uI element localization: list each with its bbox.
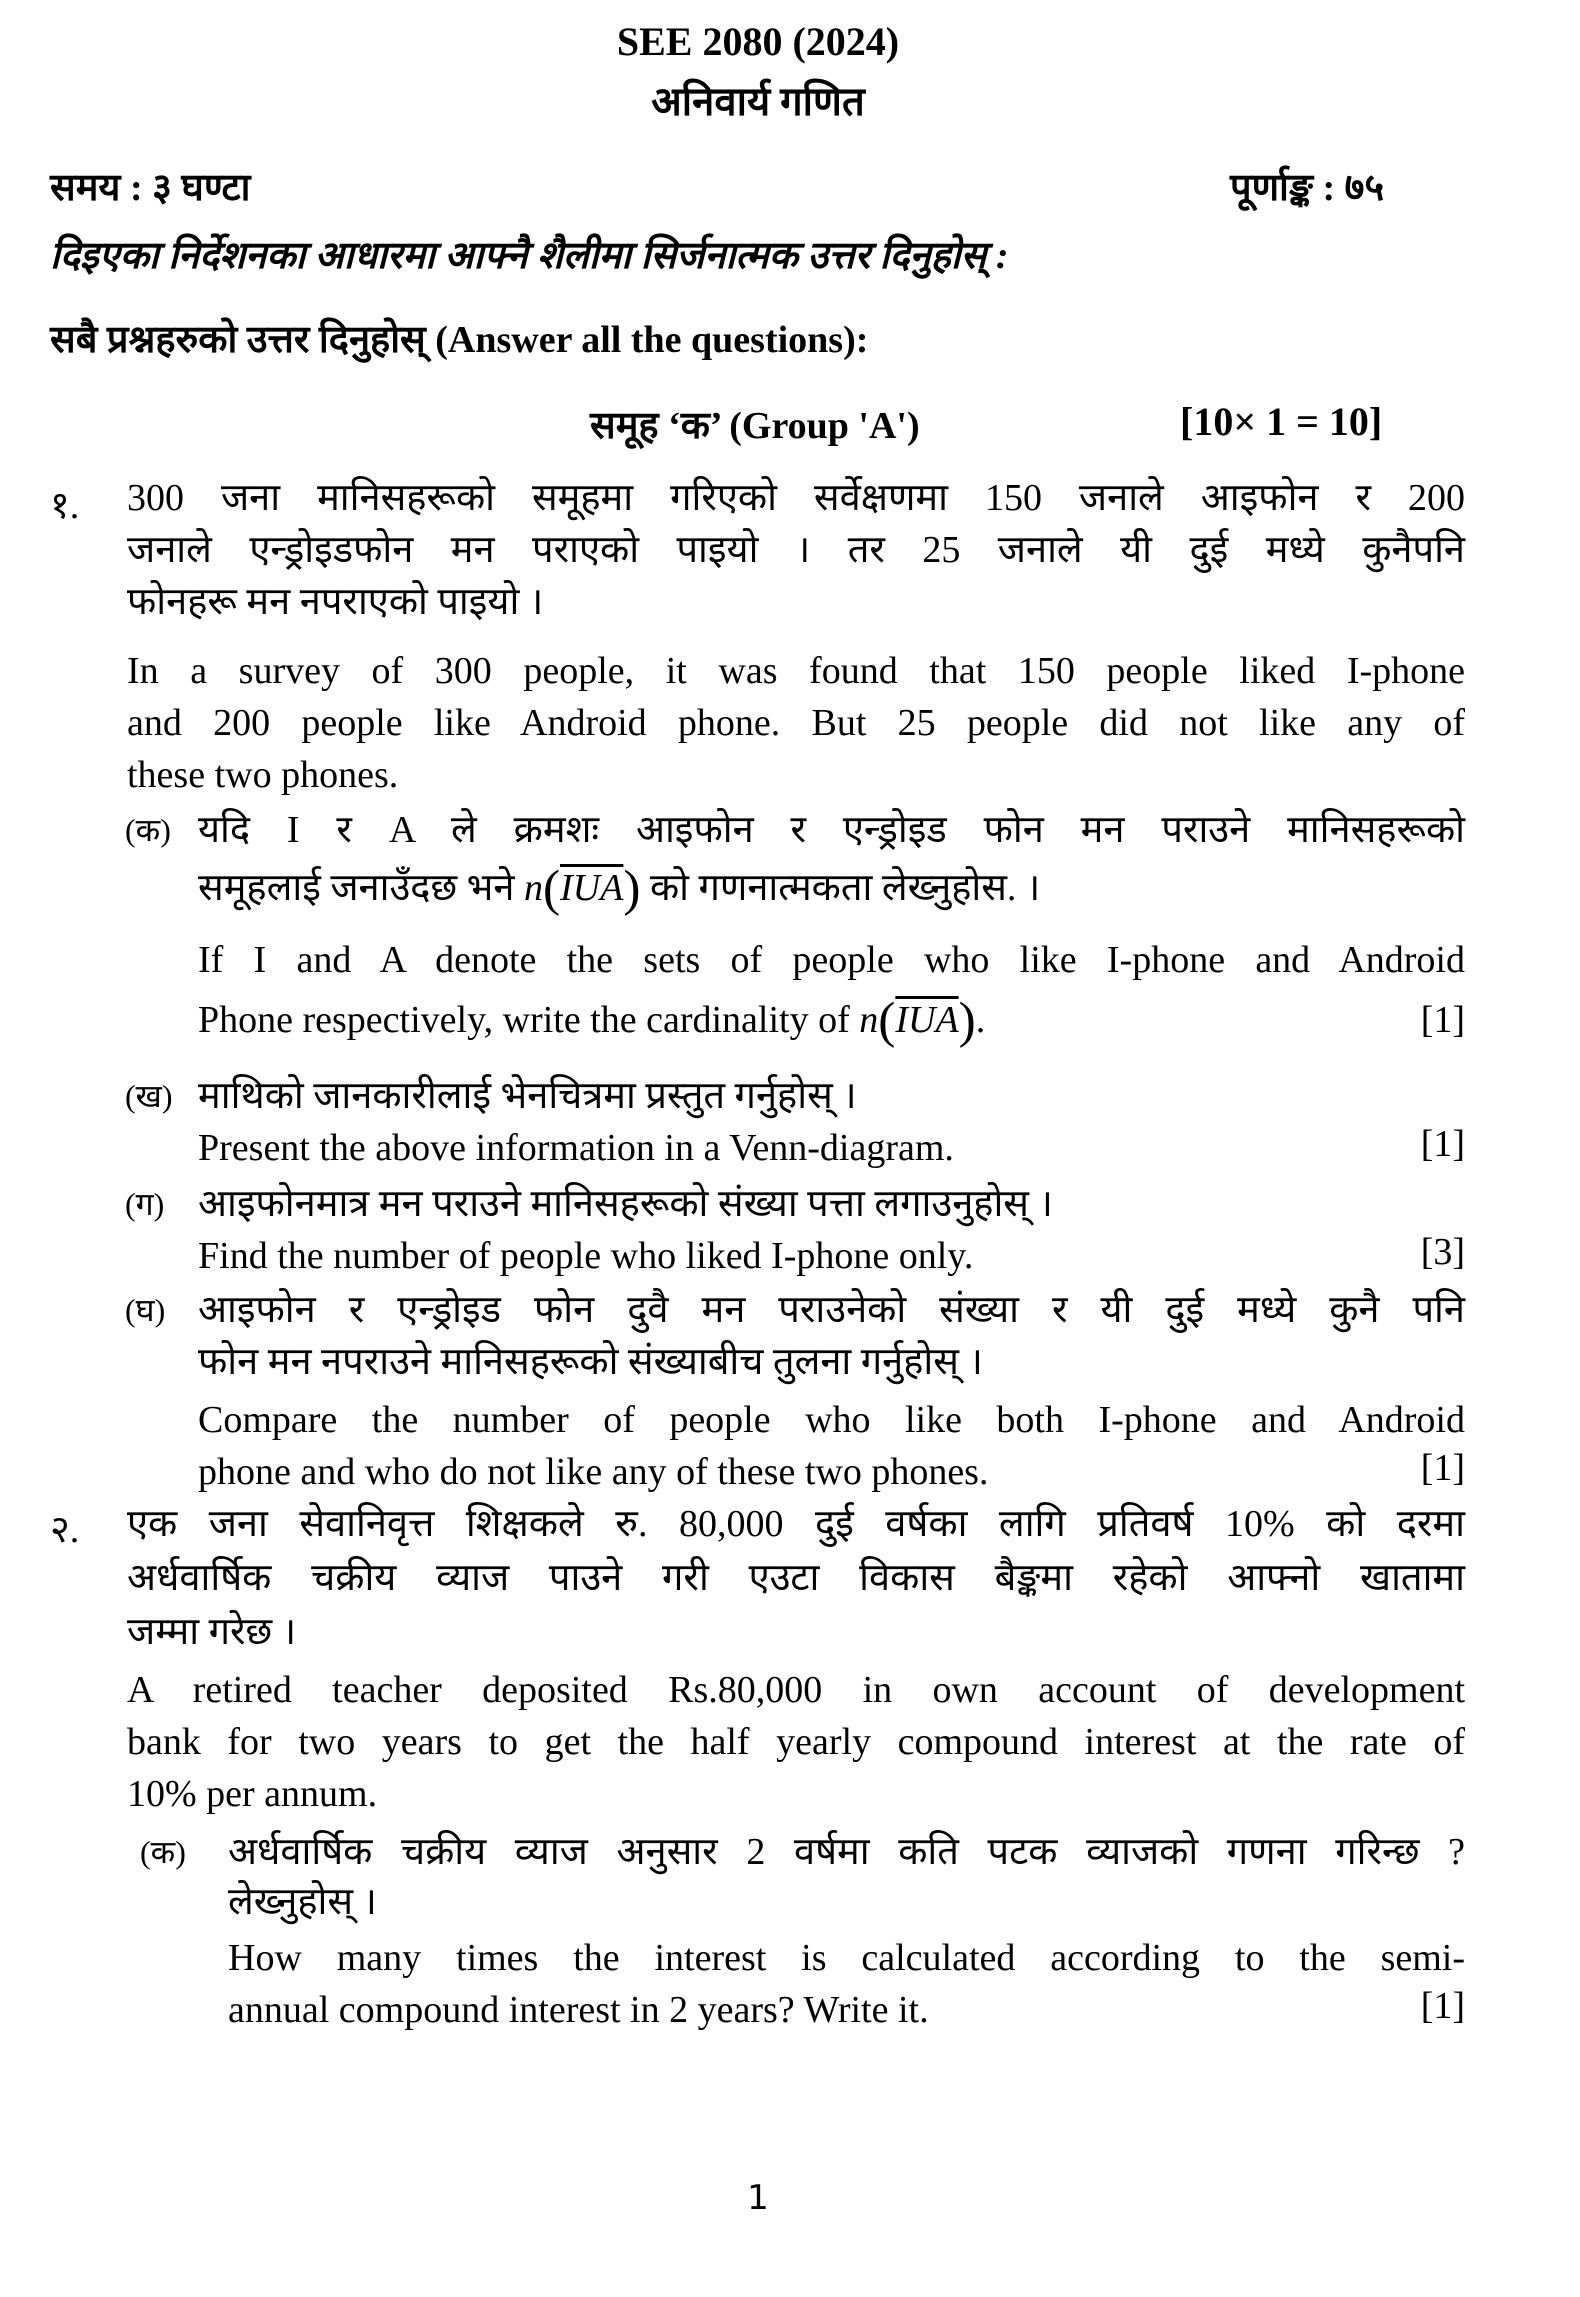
sub-question-text-np: आइफोन र एन्ड्रोइड फोन दुवै मन पराउनेको संख्या र यी दुई मध्ये कुनै पनि xyxy=(198,1289,1465,1331)
sub-question-text-np: फोन मन नपराउने मानिसहरूको संख्याबीच तुलना गर्नुहोस् । xyxy=(198,1341,983,1383)
sub-question-text-en: annual compound interest in 2 years? Write it. xyxy=(228,1989,929,2031)
question-number: १. xyxy=(50,485,80,527)
paren-open: ( xyxy=(878,992,896,1050)
page-number: 1 xyxy=(747,2178,769,2218)
answer-all-instruction: सबै प्रश्नहरुको उत्तर दिनुहोस् (Answer all the questions): xyxy=(50,319,869,361)
question-text-en: 10% per annum. xyxy=(127,1773,378,1815)
math-set-complement: $\overline{IUA}$ xyxy=(895,999,959,1041)
question-text-np: 300 जना मानिसहरूको समूहमा गरिएको सर्वेक्षणमा 150 जनाले आइफोन र 200 xyxy=(127,477,1465,519)
group-marks: [10× 1 = 10] xyxy=(1180,399,1383,444)
marks: [1] xyxy=(1420,999,1465,1041)
sub-question-label: (क) xyxy=(125,812,171,848)
sub-question-label: (क) xyxy=(140,1834,186,1870)
marks: [1] xyxy=(1420,1985,1465,2027)
question-text-en: and 200 people like Android phone. But 25 people did not like any of xyxy=(127,702,1465,744)
math-n: n xyxy=(859,999,879,1041)
question-text-np: जनाले एन्ड्रोइडफोन मन पराएको पाइयो । तर 25 जनाले यी दुई मध्ये कुनैपनि xyxy=(127,529,1465,571)
question-text-np: एक जना सेवानिवृत्त शिक्षकले रु. 80,000 दुई वर्षका लागि प्रतिवर्ष 10% को दरमा xyxy=(127,1503,1465,1545)
question-text-en: A retired teacher deposited Rs.80,000 in own account of development xyxy=(127,1669,1465,1711)
set-notation xyxy=(859,992,976,1050)
sub-question-text-np: अर्धवार्षिक चक्रीय व्याज अनुसार 2 वर्षमा कति पटक व्याजको गणना गरिन्छ ? xyxy=(228,1831,1465,1873)
question-text-en: these two phones. xyxy=(127,754,399,796)
question-text-np: जम्मा गरेछ । xyxy=(127,1611,297,1653)
math-set-complement: $\overline{IUA}$ xyxy=(560,867,624,909)
sub-question-text-np-post: को गणनात्मकता लेख्नुहोस. । xyxy=(649,867,1041,909)
question-text-np: अर्धवार्षिक चक्रीय व्याज पाउने गरी एउटा विकास बैङ्कमा रहेको आफ्नो खातामा xyxy=(127,1557,1465,1599)
sub-question-label: (ग) xyxy=(125,1186,165,1222)
marks: [3] xyxy=(1420,1231,1465,1273)
sub-question-text-en: Compare the number of people who like both I-phone and Android xyxy=(198,1399,1465,1441)
sub-question-label: (ख) xyxy=(125,1078,173,1114)
paren-close: ) xyxy=(623,860,641,918)
sub-question-text-np-pre: समूहलाई जनाउँदछ भने xyxy=(198,867,515,909)
subject-title: अनिवार्य गणित xyxy=(651,79,865,124)
sub-question-text-en: Phone respectively, write the cardinality of $n(\overline{IUA})$. xyxy=(198,992,986,1050)
question-number: २. xyxy=(50,1509,80,1551)
exam-time: समय : ३ घण्टा xyxy=(50,167,251,209)
question-text-np: फोनहरू मन नपराएको पाइयो । xyxy=(127,581,544,623)
group-heading: समूह ‘क’ (Group 'A') xyxy=(590,405,920,447)
question-text-en: bank for two years to get the half yearly compound interest at the rate of xyxy=(127,1721,1465,1763)
sub-question-text-np: लेख्नुहोस् । xyxy=(228,1881,377,1923)
sub-question-text-np: यदि I र A ले क्रमशः आइफोन र एन्ड्रोइड फोन मन पराउने मानिसहरूको xyxy=(198,809,1465,851)
sub-question-text-np: माथिको जानकारीलाई भेनचित्रमा प्रस्तुत गर्नुहोस् । xyxy=(198,1075,857,1117)
paren-close: ) xyxy=(958,992,976,1050)
sub-question-text-en: Find the number of people who liked I-phone only. xyxy=(198,1235,974,1277)
sub-question-text-en: Present the above information in a Venn-diagram. xyxy=(198,1127,954,1169)
question-text-en: In a survey of 300 people, it was found that 150 people liked I-phone xyxy=(127,650,1465,692)
paren-open: ( xyxy=(542,860,561,918)
set-notation xyxy=(523,860,641,918)
exam-title: SEE 2080 (2024) xyxy=(616,19,900,64)
marks: [1] xyxy=(1420,1447,1465,1489)
sub-question-text-en: phone and who do not like any of these two phones. xyxy=(198,1451,989,1493)
math-n: n xyxy=(523,867,543,909)
sub-question-text-np: आइफोनमात्र मन पराउने मानिसहरूको संख्या पत्ता लगाउनुहोस् । xyxy=(198,1183,1053,1225)
marks: [1] xyxy=(1420,1123,1465,1165)
sub-question-text-en-pre: Phone respectively, write the cardinality of xyxy=(198,999,850,1041)
sub-question-text-en: If I and A denote the sets of people who like I-phone and Android xyxy=(198,939,1465,981)
sub-question-label: (घ) xyxy=(125,1292,166,1328)
sub-question-text-np xyxy=(198,860,1465,918)
sub-question-text-en: How many times the interest is calculated according to the semi- xyxy=(228,1937,1465,1979)
instruction: दिइएका निर्देशनका आधारमा आफ्नै शैलीमा सिर्जनात्मक उत्तर दिनुहोस् : xyxy=(50,235,1009,277)
full-marks: पूर्णाङ्क : ७५ xyxy=(1230,167,1385,209)
